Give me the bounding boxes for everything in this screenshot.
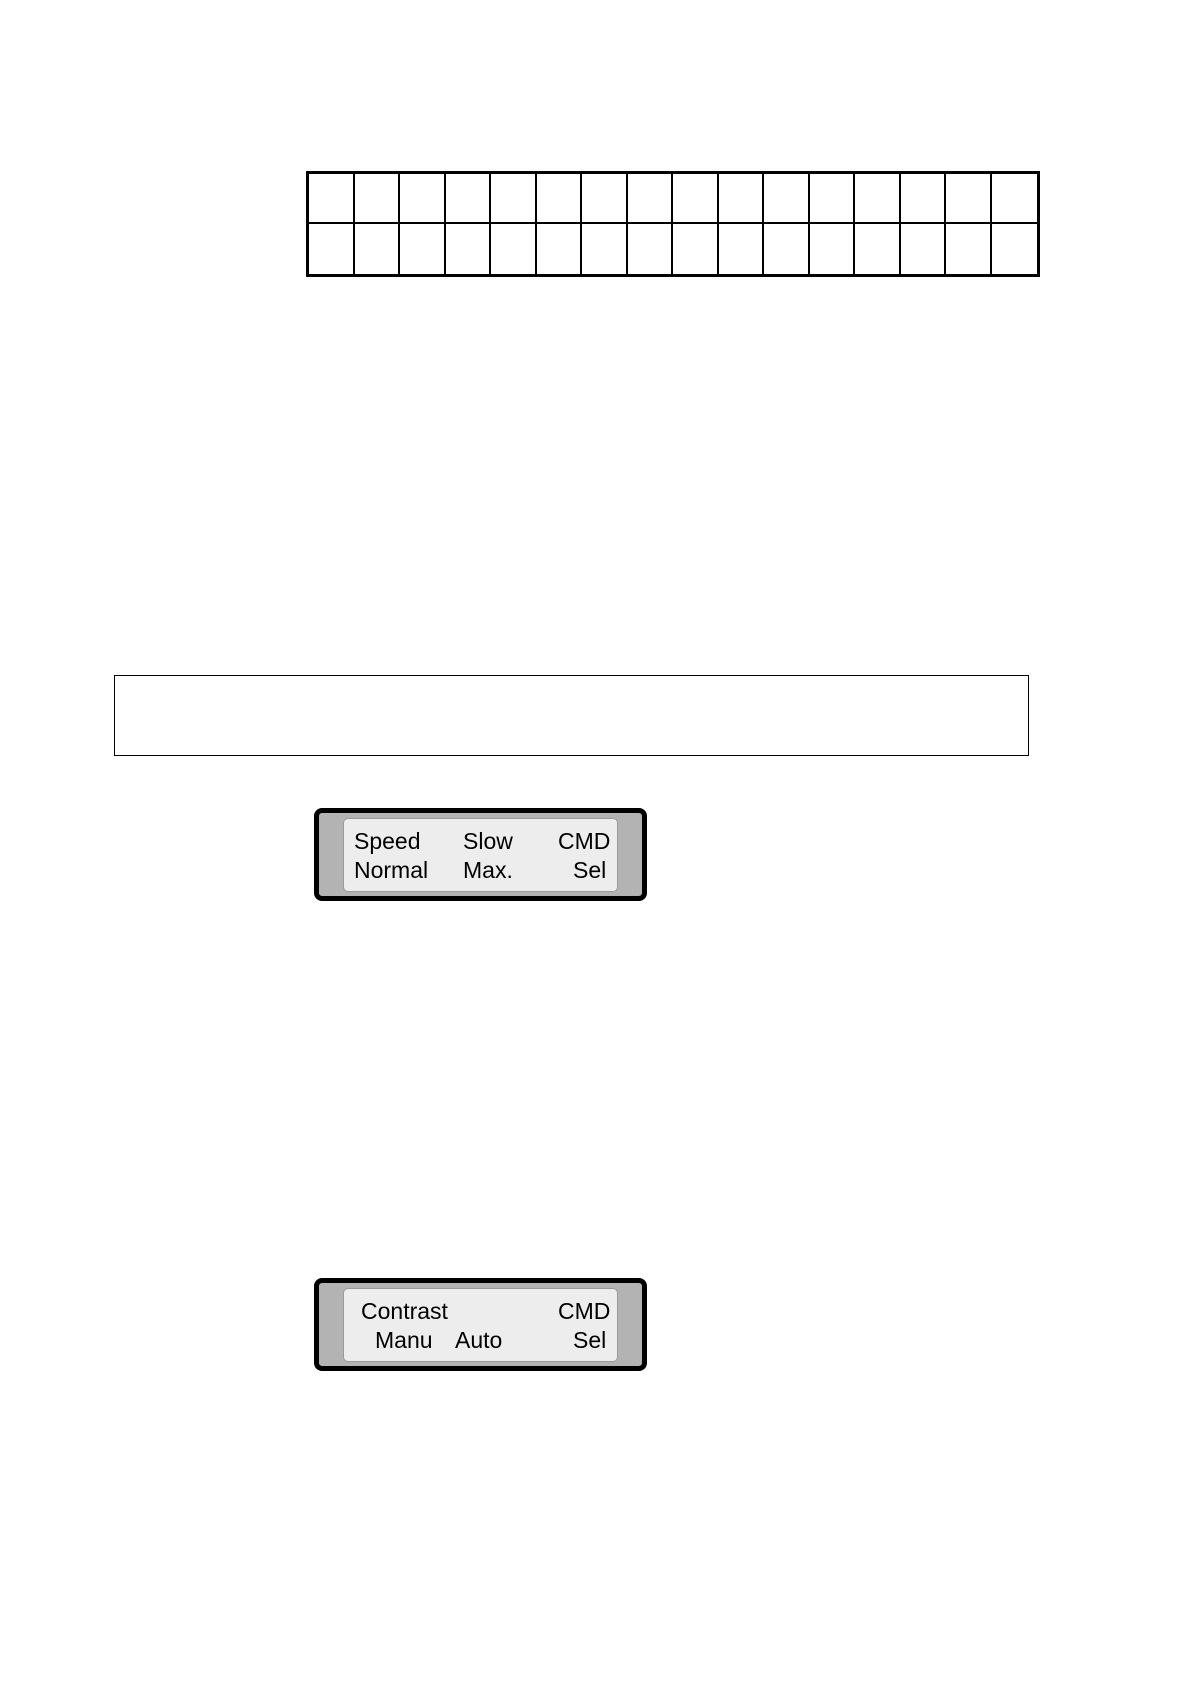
character-cell: [582, 174, 628, 224]
character-cell: [719, 174, 765, 224]
sel-label: Sel: [573, 857, 607, 883]
character-cell: [355, 174, 401, 224]
character-cell: [309, 224, 355, 274]
character-cell: [810, 224, 856, 274]
character-cell: [628, 174, 674, 224]
sel-label: Sel: [573, 1327, 607, 1353]
character-cell: [355, 224, 401, 274]
manu-option: Manu: [375, 1327, 433, 1353]
character-cell: [855, 224, 901, 274]
character-cell: [673, 224, 719, 274]
character-cell: [673, 174, 719, 224]
character-cell: [309, 174, 355, 224]
character-cell: [855, 174, 901, 224]
empty-box: [114, 675, 1029, 756]
character-cell: [446, 224, 492, 274]
speed-label: Speed: [354, 828, 421, 854]
character-cell: [491, 174, 537, 224]
character-cell: [446, 174, 492, 224]
contrast-label: Contrast: [361, 1298, 448, 1324]
character-cell: [764, 224, 810, 274]
character-cell: [582, 224, 628, 274]
character-cell: [946, 174, 992, 224]
normal-option: Normal: [354, 857, 429, 883]
character-cell: [719, 224, 765, 274]
character-cell: [992, 224, 1038, 274]
character-cell: [491, 224, 537, 274]
contrast-lcd-screen: [343, 1288, 618, 1362]
character-cell: [400, 224, 446, 274]
cmd-label: CMD: [558, 828, 611, 854]
cmd-label: CMD: [558, 1298, 611, 1324]
character-cell: [992, 174, 1038, 224]
character-cell: [764, 174, 810, 224]
character-cell: [537, 224, 583, 274]
lcd-character-grid: [306, 171, 1040, 277]
contrast-lcd-display: [314, 1278, 647, 1371]
character-cell: [628, 224, 674, 274]
character-cell: [901, 174, 947, 224]
character-cell: [537, 174, 583, 224]
auto-option: Auto: [455, 1327, 503, 1353]
max-option: Max.: [463, 857, 513, 883]
character-cell: [946, 224, 992, 274]
speed-lcd-display: [314, 808, 647, 901]
speed-lcd-screen: [343, 818, 618, 892]
character-cell: [400, 174, 446, 224]
character-cell: [901, 224, 947, 274]
slow-option: Slow: [463, 828, 513, 854]
character-cell: [810, 174, 856, 224]
